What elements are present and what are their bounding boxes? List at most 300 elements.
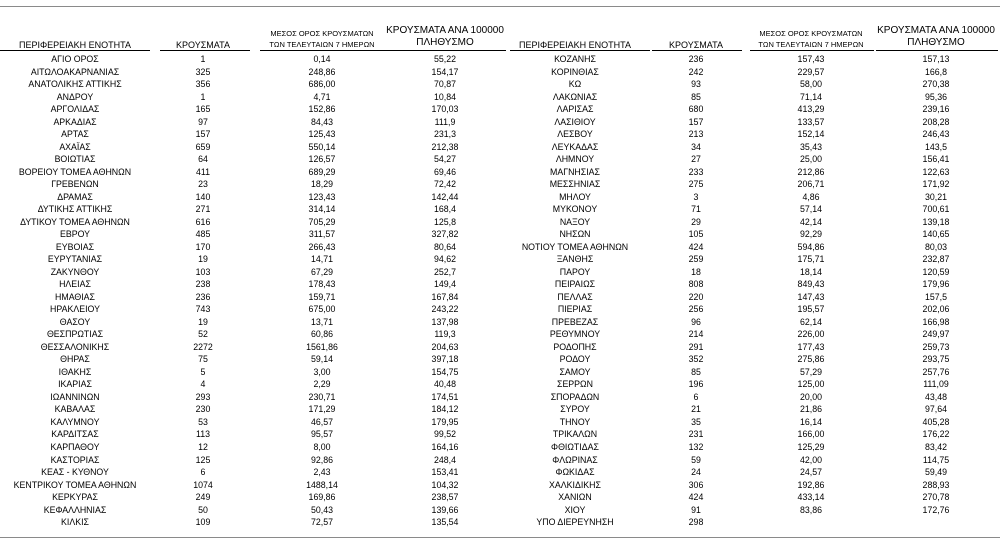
left-region-name-cell: ΙΩΑΝΝΙΝΩΝ: [50, 391, 100, 402]
right-region-name-cell: ΠΕΛΛΑΣ: [557, 291, 593, 302]
left-avg-7-days-cell: 2,43: [313, 467, 331, 478]
right-cases-cell: 93: [691, 79, 701, 90]
right-avg-7-days-cell: 195,57: [797, 304, 825, 315]
table-row: [0, 403, 1000, 416]
left-cases-cell: 170: [195, 241, 211, 252]
right-cases-cell: 275: [688, 179, 704, 190]
right-cases-cell: 236: [688, 54, 704, 64]
right-per-100k-cell: 43,48: [924, 391, 947, 402]
left-region-name-cell: ΗΜΑΘΙΑΣ: [55, 291, 95, 302]
left-avg-7-days-cell: 230,71: [308, 391, 336, 402]
left-per-100k-cell: 212,38: [431, 141, 459, 152]
header-rule: [876, 50, 998, 51]
left-region-name-cell: ΚΑΡΔΙΤΣΑΣ: [51, 429, 99, 440]
table-row: [0, 441, 1000, 454]
left-region-name-cell: ΚΕΡΚΥΡΑΣ: [52, 492, 98, 503]
right-cases-cell: 808: [688, 279, 704, 290]
right-per-100k-cell: 202,06: [922, 304, 950, 315]
right-region-name-cell: ΚΟΡΙΝΘΙΑΣ: [551, 66, 599, 77]
left-per-100k-cell: 54,27: [433, 154, 456, 165]
left-avg-7-days-cell: 123,43: [308, 191, 336, 202]
table-row: [0, 166, 1000, 179]
right-avg-7-days-cell: 25,00: [799, 154, 822, 165]
left-cases-cell: 6: [200, 467, 206, 478]
right-avg-7-days-cell: 62,14: [799, 316, 822, 327]
right-region-name-cell: ΣΥΡΟΥ: [560, 404, 590, 415]
header-rule: [160, 50, 250, 51]
table-row: [0, 266, 1000, 279]
right-cases-cell: 424: [688, 492, 704, 503]
header-rule: [384, 50, 506, 51]
left-per-100k-cell: 80,64: [433, 241, 456, 252]
header-rule: [510, 50, 650, 51]
left-cases-cell: 485: [195, 229, 211, 240]
right-region-name-cell: ΧΑΝΙΩΝ: [558, 492, 592, 503]
header-rule: [652, 50, 742, 51]
right-region-name-cell: ΤΡΙΚΑΛΩΝ: [552, 429, 598, 440]
right-avg-7-days-cell: 175,71: [797, 254, 825, 265]
right-region-name-cell: ΦΩΚΙΔΑΣ: [555, 467, 595, 478]
left-per-100k-cell: 94,62: [433, 254, 456, 265]
left-cases-cell: 411: [195, 166, 211, 177]
left-cases-cell: 616: [195, 216, 211, 227]
right-cases-cell: 6: [693, 391, 699, 402]
right-per-100k-cell: 288,93: [922, 479, 950, 490]
table-row: [0, 316, 1000, 329]
table-row: [0, 341, 1000, 354]
right-avg-7-days-cell: 4,86: [802, 191, 820, 202]
left-per-100k-cell: 174,51: [431, 391, 459, 402]
right-avg-7-days-cell: 133,57: [797, 116, 825, 127]
left-cases-cell: 5: [200, 366, 206, 377]
left-cases-cell: 1: [200, 54, 206, 64]
right-avg-7-days-cell: 42,00: [799, 454, 822, 465]
right-cases-cell: 680: [688, 104, 704, 115]
right-region-name-cell: ΡΟΔΟΠΗΣ: [553, 341, 597, 352]
right-per-100k-cell: 270,38: [922, 79, 950, 90]
left-avg-7-days-cell: 126,57: [308, 154, 336, 165]
right-avg-7-days-cell: 18,14: [799, 266, 822, 277]
left-cases-cell: 659: [195, 141, 211, 152]
left-avg-7-days-cell: 4,71: [313, 91, 331, 102]
table-row: [0, 203, 1000, 216]
left-region-name-cell: ΑΝΑΤΟΛΙΚΗΣ ΑΤΤΙΚΗΣ: [28, 79, 122, 90]
table-row: [0, 216, 1000, 229]
left-per-100k-cell: 125,8: [433, 216, 456, 227]
table-row: [0, 366, 1000, 379]
right-avg-7-days-cell: 275,86: [797, 354, 825, 365]
header-per100k-left-line1: ΚΡΟΥΣΜΑΤΑ ΑΝΑ 100000: [386, 25, 504, 36]
right-avg-7-days-cell: 849,43: [797, 279, 825, 290]
right-avg-7-days-cell: 92,29: [799, 229, 822, 240]
left-per-100k-cell: 204,63: [431, 341, 459, 352]
right-per-100k-cell: 257,76: [922, 366, 950, 377]
header-rule: [260, 50, 384, 51]
left-per-100k-cell: 168,4: [433, 204, 456, 215]
table-row: [0, 416, 1000, 429]
right-region-name-cell: ΛΕΣΒΟΥ: [557, 129, 593, 140]
right-avg-7-days-cell: 71,14: [799, 91, 822, 102]
right-per-100k-cell: 405,28: [922, 416, 950, 427]
right-cases-cell: 291: [688, 341, 704, 352]
left-avg-7-days-cell: 3,00: [313, 366, 331, 377]
left-cases-cell: 157: [195, 129, 211, 140]
left-cases-cell: 4: [200, 379, 206, 390]
left-cases-cell: 1074: [193, 479, 213, 490]
right-cases-cell: 306: [688, 479, 704, 490]
right-region-name-cell: ΜΥΚΟΝΟΥ: [552, 204, 598, 215]
right-per-100k-cell: 140,65: [922, 229, 950, 240]
left-avg-7-days-cell: 1561,86: [306, 341, 338, 352]
left-avg-7-days-cell: 311,57: [308, 229, 336, 240]
right-avg-7-days-cell: 16,14: [799, 416, 822, 427]
left-per-100k-cell: 153,41: [431, 467, 459, 478]
left-per-100k-cell: 99,52: [433, 429, 456, 440]
right-cases-cell: 214: [688, 329, 704, 340]
right-per-100k-cell: 270,78: [922, 492, 950, 503]
right-region-name-cell: ΣΕΡΡΩΝ: [557, 379, 593, 390]
left-cases-cell: 103: [195, 266, 211, 277]
left-avg-7-days-cell: 2,29: [313, 379, 331, 390]
left-avg-7-days-cell: 675,00: [308, 304, 336, 315]
left-region-name-cell: ΔΡΑΜΑΣ: [57, 191, 93, 202]
right-avg-7-days-cell: 42,14: [799, 216, 822, 227]
left-per-100k-cell: 139,66: [431, 504, 459, 515]
right-per-100k-cell: 208,28: [922, 116, 950, 127]
left-per-100k-cell: 55,22: [433, 54, 456, 64]
right-region-name-cell: ΠΡΕΒΕΖΑΣ: [551, 316, 599, 327]
left-region-name-cell: ΚΕΑΣ - ΚΥΘΝΟΥ: [41, 467, 109, 478]
right-region-name-cell: ΧΑΛΚΙΔΙΚΗΣ: [549, 479, 601, 490]
header-per100k-right: [874, 25, 998, 49]
right-per-100k-cell: 114,75: [922, 454, 950, 465]
right-cases-cell: 91: [691, 504, 701, 515]
right-per-100k-cell: 246,43: [922, 129, 950, 140]
header-per100k-right-line1: ΚΡΟΥΣΜΑΤΑ ΑΝΑ 100000: [877, 25, 995, 36]
right-avg-7-days-cell: 229,57: [797, 66, 825, 77]
left-avg-7-days-cell: 92,86: [310, 454, 333, 465]
left-cases-cell: 140: [195, 191, 211, 202]
table-row: [0, 378, 1000, 391]
table-row: [0, 504, 1000, 517]
right-avg-7-days-cell: 433,14: [797, 492, 825, 503]
table-row: [0, 191, 1000, 204]
table-row: [0, 328, 1000, 341]
left-region-name-cell: ΒΟΙΩΤΙΑΣ: [54, 154, 96, 165]
right-per-100k-cell: 156,41: [922, 154, 950, 165]
left-avg-7-days-cell: 67,29: [310, 266, 333, 277]
right-cases-cell: 352: [688, 354, 704, 365]
left-per-100k-cell: 184,12: [431, 404, 459, 415]
header-cases-left: ΚΡΟΥΣΜΑΤΑ: [176, 40, 230, 50]
left-avg-7-days-cell: 178,43: [308, 279, 336, 290]
header-rule: [750, 50, 874, 51]
left-region-name-cell: ΑΡΤΑΣ: [61, 129, 89, 140]
header-region-right: ΠΕΡΙΦΕΡΕΙΑΚΗ ΕΝΟΤΗΤΑ: [518, 40, 632, 50]
right-per-100k-cell: 120,59: [922, 266, 950, 277]
left-avg-7-days-cell: 84,43: [310, 116, 333, 127]
right-region-name-cell: ΜΕΣΣΗΝΙΑΣ: [549, 179, 601, 190]
table-row: [0, 428, 1000, 441]
right-region-name-cell: ΜΑΓΝΗΣΙΑΣ: [550, 166, 600, 177]
left-per-100k-cell: 72,42: [433, 179, 456, 190]
right-cases-cell: 71: [691, 204, 701, 215]
right-per-100k-cell: 293,75: [922, 354, 950, 365]
right-cases-cell: 424: [688, 241, 704, 252]
table-row: [0, 353, 1000, 366]
left-cases-cell: 325: [195, 66, 211, 77]
left-per-100k-cell: 248,4: [433, 454, 456, 465]
table-row: [0, 479, 1000, 492]
left-cases-cell: 238: [195, 279, 211, 290]
left-cases-cell: 12: [198, 441, 208, 452]
table-row: [0, 228, 1000, 241]
table-row: [0, 153, 1000, 166]
right-per-100k-cell: 122,63: [922, 166, 950, 177]
right-per-100k-cell: 139,18: [922, 216, 950, 227]
left-avg-7-days-cell: 159,71: [308, 291, 336, 302]
right-region-name-cell: ΛΗΜΝΟΥ: [555, 154, 595, 165]
right-per-100k-cell: 232,87: [922, 254, 950, 265]
right-region-name-cell: ΠΑΡΟΥ: [559, 266, 591, 277]
right-cases-cell: 3: [693, 191, 699, 202]
right-avg-7-days-cell: 83,86: [799, 504, 822, 515]
right-cases-cell: 34: [691, 141, 701, 152]
right-avg-7-days-cell: 226,00: [797, 329, 825, 340]
left-region-name-cell: ΓΡΕΒΕΝΩΝ: [51, 179, 99, 190]
right-avg-7-days-cell: 594,86: [797, 241, 825, 252]
left-per-100k-cell: 243,22: [431, 304, 459, 315]
left-avg-7-days-cell: 14,71: [310, 254, 333, 265]
right-avg-7-days-cell: 157,43: [797, 54, 825, 64]
right-avg-7-days-cell: 147,43: [797, 291, 825, 302]
right-cases-cell: 18: [691, 266, 701, 277]
left-region-name-cell: ΚΙΛΚΙΣ: [61, 517, 89, 528]
right-region-name-cell: ΡΕΘΥΜΝΟΥ: [549, 329, 601, 340]
left-region-name-cell: ΔΥΤΙΚΟΥ ΤΟΜΕΑ ΑΘΗΝΩΝ: [20, 216, 130, 227]
right-avg-7-days-cell: 192,86: [797, 479, 825, 490]
table-row: [0, 466, 1000, 479]
right-avg-7-days-cell: 21,86: [799, 404, 822, 415]
right-per-100k-cell: 239,16: [922, 104, 950, 115]
left-per-100k-cell: 40,48: [433, 379, 456, 390]
left-region-name-cell: ΔΥΤΙΚΗΣ ΑΤΤΙΚΗΣ: [37, 204, 113, 215]
left-per-100k-cell: 252,7: [433, 266, 456, 277]
right-avg-7-days-cell: 177,43: [797, 341, 825, 352]
right-cases-cell: 21: [691, 404, 701, 415]
table-row: [0, 103, 1000, 116]
left-avg-7-days-cell: 18,29: [310, 179, 333, 190]
right-cases-cell: 256: [688, 304, 704, 315]
right-cases-cell: 27: [691, 154, 701, 165]
left-avg-7-days-cell: 8,00: [313, 441, 331, 452]
left-region-name-cell: ΚΕΝΤΡΙΚΟΥ ΤΟΜΕΑ ΑΘΗΝΩΝ: [13, 479, 137, 490]
left-cases-cell: 113: [195, 429, 211, 440]
right-avg-7-days-cell: 24,57: [799, 467, 822, 478]
left-per-100k-cell: 10,84: [433, 91, 456, 102]
left-avg-7-days-cell: 686,00: [308, 79, 336, 90]
left-avg-7-days-cell: 314,14: [308, 204, 336, 215]
right-region-name-cell: ΚΟΖΑΝΗΣ: [554, 54, 596, 64]
left-avg-7-days-cell: 171,29: [308, 404, 336, 415]
header-per100k-right-line2: ΠΛΗΘΥΣΜΟ: [907, 37, 965, 48]
left-region-name-cell: ΑΡΓΟΛΙΔΑΣ: [50, 104, 100, 115]
left-region-name-cell: ΚΑΣΤΟΡΙΑΣ: [50, 454, 100, 465]
right-region-name-cell: ΦΘΙΩΤΙΔΑΣ: [551, 441, 599, 452]
left-cases-cell: 52: [198, 329, 208, 340]
right-per-100k-cell: 249,97: [922, 329, 950, 340]
right-per-100k-cell: 157,5: [924, 291, 947, 302]
left-cases-cell: 1: [200, 91, 206, 102]
left-per-100k-cell: 179,95: [431, 416, 459, 427]
left-region-name-cell: ΕΥΡΥΤΑΝΙΑΣ: [47, 254, 103, 265]
right-region-name-cell: ΞΑΝΘΗΣ: [556, 254, 594, 265]
table-row: [0, 178, 1000, 191]
left-cases-cell: 19: [198, 254, 208, 265]
left-cases-cell: 2272: [193, 341, 213, 352]
right-cases-cell: 85: [691, 91, 701, 102]
table-row: [0, 391, 1000, 404]
right-cases-cell: 35: [691, 416, 701, 427]
left-avg-7-days-cell: 95,57: [310, 429, 333, 440]
header-per100k-left-line2: ΠΛΗΘΥΣΜΟ: [416, 37, 474, 48]
right-region-name-cell: ΛΑΚΩΝΙΑΣ: [552, 91, 598, 102]
right-per-100k-cell: 30,21: [924, 191, 947, 202]
left-cases-cell: 50: [198, 504, 208, 515]
right-cases-cell: 85: [691, 366, 701, 377]
left-per-100k-cell: 119,3: [434, 329, 456, 340]
right-cases-cell: 233: [688, 166, 704, 177]
right-per-100k-cell: 166,8: [924, 66, 947, 77]
right-per-100k-cell: 259,73: [922, 341, 950, 352]
left-avg-7-days-cell: 705,29: [308, 216, 336, 227]
right-cases-cell: 298: [688, 517, 704, 528]
header-avg-right-line2: ΤΩΝ ΤΕΛΕΥΤΑΙΩΝ 7 ΗΜΕΡΩΝ: [758, 40, 864, 49]
left-region-name-cell: ΑΧΑΪΑΣ: [59, 141, 91, 152]
left-per-100k-cell: 164,16: [431, 441, 459, 452]
left-cases-cell: 19: [198, 316, 208, 327]
left-per-100k-cell: 170,03: [431, 104, 459, 115]
right-region-name-cell: ΣΠΟΡΑΔΩΝ: [550, 391, 600, 402]
right-avg-7-days-cell: 58,00: [799, 79, 822, 90]
left-per-100k-cell: 327,82: [431, 229, 459, 240]
right-per-100k-cell: 80,03: [924, 241, 947, 252]
left-region-name-cell: ΚΕΦΑΛΛΗΝΙΑΣ: [43, 504, 107, 515]
left-cases-cell: 75: [198, 354, 208, 365]
right-cases-cell: 213: [688, 129, 704, 140]
left-region-name-cell: ΚΑΡΠΑΘΟΥ: [50, 441, 100, 452]
right-per-100k-cell: 176,22: [922, 429, 950, 440]
right-cases-cell: 132: [688, 441, 704, 452]
left-region-name-cell: ΗΛΕΙΑΣ: [59, 279, 91, 290]
left-per-100k-cell: 397,18: [431, 354, 459, 365]
table-row: [0, 303, 1000, 316]
left-per-100k-cell: 154,17: [431, 66, 459, 77]
left-avg-7-days-cell: 50,43: [310, 504, 333, 515]
left-cases-cell: 64: [198, 154, 208, 165]
left-avg-7-days-cell: 46,57: [310, 416, 333, 427]
left-avg-7-days-cell: 60,86: [310, 329, 333, 340]
right-cases-cell: 59: [691, 454, 701, 465]
table-row: [0, 116, 1000, 129]
left-avg-7-days-cell: 72,57: [310, 517, 333, 528]
table-row: [0, 66, 1000, 79]
right-cases-cell: 196: [688, 379, 704, 390]
right-region-name-cell: ΥΠΟ ΔΙΕΡΕΥΝΗΣΗ: [536, 517, 614, 528]
table-row: [0, 128, 1000, 141]
left-avg-7-days-cell: 550,14: [308, 141, 336, 152]
right-avg-7-days-cell: 413,29: [797, 104, 825, 115]
right-cases-cell: 259: [688, 254, 704, 265]
right-per-100k-cell: 179,96: [922, 279, 950, 290]
left-cases-cell: 109: [195, 517, 211, 528]
right-per-100k-cell: 83,42: [924, 441, 947, 452]
table-row: [0, 141, 1000, 154]
table-row: [0, 78, 1000, 91]
left-per-100k-cell: 238,57: [431, 492, 459, 503]
right-region-name-cell: ΛΕΥΚΑΔΑΣ: [551, 141, 599, 152]
table-row: [0, 91, 1000, 104]
right-cases-cell: 231: [688, 429, 704, 440]
left-region-name-cell: ΑΝΔΡΟΥ: [56, 91, 94, 102]
left-region-name-cell: ΘΗΡΑΣ: [60, 354, 90, 365]
right-region-name-cell: ΠΙΕΡΙΑΣ: [557, 304, 593, 315]
left-region-name-cell: ΘΑΣΟΥ: [59, 316, 91, 327]
left-per-100k-cell: 135,54: [431, 517, 459, 528]
left-per-100k-cell: 70,87: [433, 79, 456, 90]
left-region-name-cell: ΘΕΣΣΑΛΟΝΙΚΗΣ: [40, 341, 110, 352]
right-cases-cell: 96: [691, 316, 701, 327]
left-region-name-cell: ΗΡΑΚΛΕΙΟΥ: [50, 304, 100, 315]
left-cases-cell: 271: [195, 204, 211, 215]
header-avg-left-line2: ΤΩΝ ΤΕΛΕΥΤΑΙΩΝ 7 ΗΜΕΡΩΝ: [269, 40, 375, 49]
left-per-100k-cell: 154,75: [431, 366, 459, 377]
table-row: [0, 253, 1000, 266]
right-avg-7-days-cell: 35,43: [799, 141, 822, 152]
left-region-name-cell: ΘΕΣΠΡΩΤΙΑΣ: [46, 329, 104, 340]
right-per-100k-cell: 700,61: [922, 204, 950, 215]
right-avg-7-days-cell: 212,86: [797, 166, 825, 177]
right-region-name-cell: ΛΑΡΙΣΑΣ: [556, 104, 594, 115]
left-per-100k-cell: 231,3: [433, 129, 456, 140]
left-avg-7-days-cell: 59,14: [310, 354, 333, 365]
right-per-100k-cell: 166,98: [922, 316, 950, 327]
table-row: [0, 454, 1000, 467]
right-cases-cell: 105: [688, 229, 704, 240]
left-cases-cell: 125: [195, 454, 211, 465]
header-avg-right-line1: ΜΕΣΟΣ ΟΡΟΣ ΚΡΟΥΣΜΑΤΩΝ: [759, 29, 863, 38]
right-avg-7-days-cell: 125,29: [797, 441, 825, 452]
header-avg-left-line1: ΜΕΣΟΣ ΟΡΟΣ ΚΡΟΥΣΜΑΤΩΝ: [270, 29, 374, 38]
right-per-100k-cell: 157,13: [922, 54, 950, 64]
left-per-100k-cell: 137,98: [431, 316, 459, 327]
right-region-name-cell: ΦΛΩΡΙΝΑΣ: [552, 454, 598, 465]
left-region-name-cell: ΙΘΑΚΗΣ: [58, 366, 92, 377]
left-cases-cell: 230: [195, 404, 211, 415]
left-cases-cell: 165: [195, 104, 211, 115]
left-per-100k-cell: 104,32: [431, 479, 459, 490]
left-cases-cell: 23: [198, 179, 208, 190]
right-per-100k-cell: 171,92: [922, 179, 950, 190]
left-avg-7-days-cell: 169,86: [308, 492, 336, 503]
left-region-name-cell: ΑΓΙΟ ΟΡΟΣ: [51, 54, 99, 64]
data-table: [0, 53, 1000, 529]
right-region-name-cell: ΣΑΜΟΥ: [559, 366, 591, 377]
right-avg-7-days-cell: 57,29: [799, 366, 822, 377]
right-per-100k-cell: 95,36: [924, 91, 947, 102]
right-region-name-cell: ΛΑΣΙΘΙΟΥ: [554, 116, 596, 127]
left-avg-7-days-cell: 13,71: [310, 316, 333, 327]
